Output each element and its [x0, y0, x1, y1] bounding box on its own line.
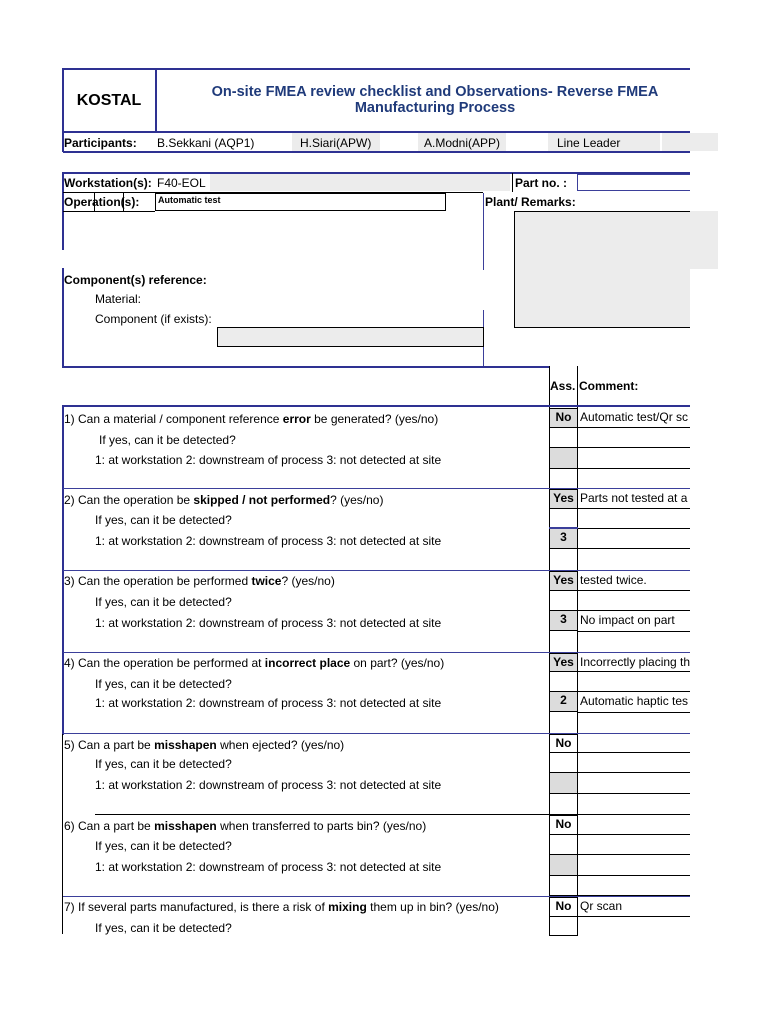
operation-grid-line	[123, 193, 124, 211]
participant-2: H.Siari(APW)	[300, 136, 372, 150]
brand-logo: KOSTAL	[76, 92, 142, 109]
page-title	[170, 84, 700, 116]
workstation-label: Workstation(s):	[64, 176, 152, 190]
operation-label: Operation(s):	[64, 195, 140, 209]
participants-label: Participants:	[64, 136, 137, 150]
question-1: 1) Can a material / component reference error be generated? (yes/no)	[64, 412, 439, 426]
participant-4: Line Leader	[557, 136, 621, 150]
question-3-detect[interactable]: 3	[549, 611, 578, 631]
question-2-detect-prompt: If yes, can it be detected?	[95, 513, 232, 527]
question-1-detect-prompt: If yes, can it be detected?	[99, 433, 236, 447]
question-4-comment-line[interactable]	[578, 672, 690, 692]
component-reference-label: Component(s) reference:	[64, 273, 207, 287]
question-3: 3) Can the operation be performed twice? (yes/no)	[64, 574, 335, 588]
question-5-comment-line[interactable]	[578, 794, 690, 815]
question-4-answer[interactable]: Yes	[549, 653, 578, 672]
operation-bottom-line	[63, 211, 155, 212]
question-6-comment-line[interactable]	[578, 855, 690, 876]
table-header-bottom-border	[63, 405, 690, 407]
question-6-answer[interactable]: No	[549, 815, 578, 835]
question-5-answer[interactable]: No	[549, 734, 578, 753]
question-2-detect[interactable]: 3	[549, 529, 578, 549]
question-6-spare-cell[interactable]	[549, 876, 578, 896]
part-no-label: Part no. :	[515, 176, 568, 190]
question-3-comment-line[interactable]: No impact on part	[578, 611, 690, 632]
question-2-comment[interactable]: Parts not tested at a	[578, 489, 690, 509]
question-1-comment-line[interactable]	[578, 428, 690, 448]
question-6-comment-line[interactable]	[578, 876, 690, 896]
question-6-options: 1: at workstation 2: downstream of process 3: not detected at site	[95, 860, 442, 874]
question-2: 2) Can the operation be skipped / not performed? (yes/no)	[64, 493, 384, 507]
question-6-detect[interactable]	[549, 855, 578, 876]
header-divider	[155, 68, 157, 132]
question-5-comment-line[interactable]	[578, 773, 690, 794]
component-label: Component (if exists):	[95, 312, 212, 326]
question-4-detect-prompt: If yes, can it be detected?	[95, 677, 232, 691]
question-5-spare-cell[interactable]	[549, 794, 578, 815]
part-no-field[interactable]	[577, 174, 690, 191]
question-1-comment[interactable]: Automatic test/Qr sc	[578, 408, 690, 428]
info-bottom-border	[63, 366, 550, 368]
question-2-answer[interactable]: Yes	[549, 489, 578, 509]
question-5-comment-line[interactable]	[578, 753, 690, 773]
question-3-comment-line[interactable]	[578, 591, 690, 611]
remarks-divider	[483, 193, 484, 270]
plant-remarks-box[interactable]	[514, 211, 690, 328]
comment-column-header: Comment:	[579, 379, 639, 393]
question-5-empty-cell[interactable]	[549, 753, 578, 773]
operation-grid-line	[94, 193, 95, 211]
plant-remarks-label: Plant/ Remarks:	[485, 195, 576, 209]
question-1-answer[interactable]: No	[549, 408, 578, 428]
participant-3: A.Modni(APP)	[424, 136, 501, 150]
question-4: 4) Can the operation be performed at incorrect place on part? (yes/no)	[64, 656, 445, 670]
question-7-empty-cell[interactable]	[549, 917, 578, 936]
component-field[interactable]	[217, 327, 484, 347]
question-7-answer[interactable]: No	[549, 897, 578, 917]
question-5-options: 1: at workstation 2: downstream of process 3: not detected at site	[95, 778, 442, 792]
question-3-comment[interactable]: tested twice.	[578, 571, 690, 591]
question-4-options: 1: at workstation 2: downstream of process 3: not detected at site	[95, 696, 442, 710]
question-5: 5) Can a part be misshapen when ejected? (yes/no)	[64, 738, 345, 752]
question-6-empty-cell[interactable]	[549, 835, 578, 855]
question-2-empty-cell[interactable]	[549, 509, 578, 529]
question-6: 6) Can a part be misshapen when transferred to parts bin? (yes/no)	[64, 819, 427, 833]
question-4-detect[interactable]: 2	[549, 692, 578, 712]
question-5-comment[interactable]	[578, 734, 690, 753]
question-3-options: 1: at workstation 2: downstream of process 3: not detected at site	[95, 616, 442, 630]
question-6-comment-line[interactable]	[578, 835, 690, 855]
partno-divider	[512, 173, 513, 192]
table-left-border-lower	[62, 734, 63, 934]
title-line-2: Manufacturing Process	[354, 100, 516, 116]
question-4-empty-cell[interactable]	[549, 672, 578, 692]
question-1-options: 1: at workstation 2: downstream of process 3: not detected at site	[95, 453, 442, 467]
question-7: 7) If several parts manufactured, is there a risk of mixing them up in bin? (yes/no)	[64, 900, 499, 914]
question-4-comment-line[interactable]: Automatic haptic tes	[578, 692, 690, 713]
question-4-comment[interactable]: Incorrectly placing th	[578, 653, 690, 672]
header-top-border	[63, 68, 690, 70]
workstation-value-bg	[210, 174, 510, 191]
material-label: Material:	[95, 292, 142, 306]
question-5-detect-prompt: If yes, can it be detected?	[95, 757, 232, 771]
question-2-options: 1: at workstation 2: downstream of process 3: not detected at site	[95, 534, 442, 548]
question-1-empty-cell[interactable]	[549, 428, 578, 448]
question-3-detect-prompt: If yes, can it be detected?	[95, 595, 232, 609]
question-7-comment[interactable]: Qr scan	[578, 897, 690, 917]
question-6-detect-prompt: If yes, can it be detected?	[95, 839, 232, 853]
participant-cell-bg	[662, 133, 718, 151]
workstation-value[interactable]: F40-EOL	[157, 176, 206, 190]
question-2-comment-line[interactable]	[578, 509, 690, 529]
question-5-separator	[95, 814, 550, 815]
operation-field[interactable]: Automatic test	[155, 193, 446, 211]
participant-1: B.Sekkani (AQP1)	[157, 136, 255, 150]
question-3-empty-cell[interactable]	[549, 591, 578, 611]
question-6-comment[interactable]	[578, 815, 690, 835]
participants-bottom-border	[63, 151, 690, 153]
question-1-detect[interactable]	[549, 448, 578, 469]
title-line-1: On-site FMEA review checklist and Observations- Reverse FMEA	[211, 84, 659, 100]
question-3-answer[interactable]: Yes	[549, 571, 578, 591]
question-5-detect[interactable]	[549, 773, 578, 794]
question-7-detect-prompt: If yes, can it be detected?	[95, 921, 232, 935]
remarks-overflow-bg	[690, 211, 718, 269]
question-1-comment-line[interactable]	[578, 448, 690, 469]
ass-column-header: Ass.	[550, 379, 576, 393]
question-2-comment-line[interactable]	[578, 529, 690, 549]
